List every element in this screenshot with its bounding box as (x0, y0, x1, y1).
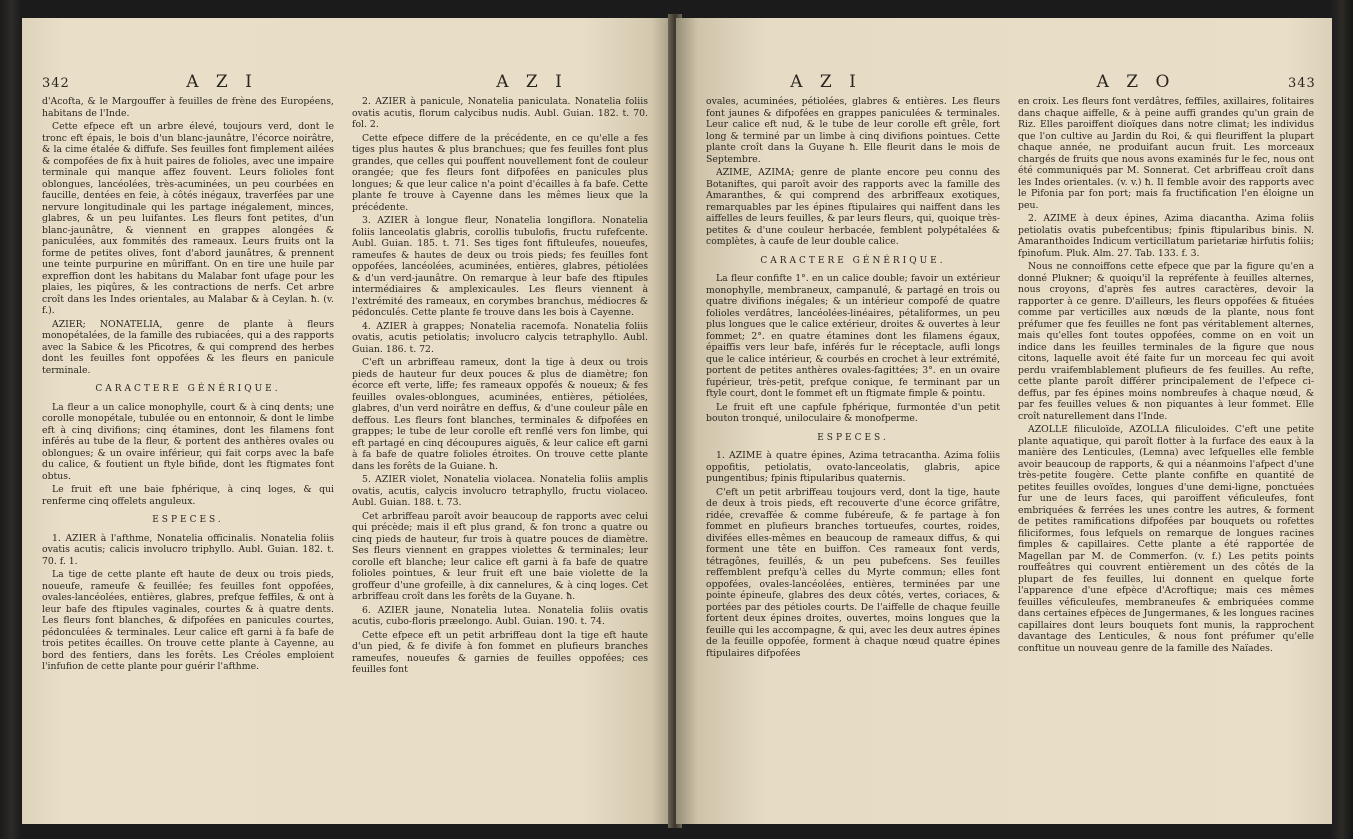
paragraph: Le fruit eft une baie fphérique, à cinq loges, & qui renferme cinq offelets anguleux. (42, 484, 334, 507)
paragraph: C'eft un petit arbriffeau toujours verd, dont la tige, haute de deux à trois pieds, eft recouverte d'une écorce grifâtre, ridée, crevaffée & comme fubéreufe, & fe partage à fon fommet en plufieurs branches tortueufes, courtes, roides, divifées elles-mêmes en beaucoup de rameaux diffus, & qui forment une tête en buiffon. Ces rameaux font verds, tétragônes, feuillés, & un peu pubefcens. Ses feuilles reffemblent prefqu'à celles du Myrte commun; elles font oppofées, ovales-lancéolées, entières, terminées par une pointe épineufe, glabres des deux côtés, vertes, coriaces, & portées par des pétioles courts. De l'aiffelle de chaque feuille fortent deux épines droites, ouvertes, moins longues que la feuille qui les accompagne, & qui, avec les deux autres épines de la feuille oppofée, forment à chaque nœud quatre épines ftipulaires difpofées (706, 486, 1000, 659)
running-head: A Z I (790, 72, 862, 92)
paragraph: 3. AZIER à longue fleur, Nonatelia longiflora. Nonatelia foliis lanceolatis glabris, corollis tubulofis, fructu rufefcente. Aubl. Guian. 185. t. 71. Ses tiges font fiftuleufes, noueufes, rameufes & hautes de deux ou trois pieds; fes feuilles font oppofées, lancéolées, acuminées, entières, glabres, pétiolées & d'un verd-jaunâtre. On remarque à leur bafe des ftipules intermédiaires & amplexicaules. Les fleurs viennent à l'extrémité des rameaux, en corymbes branchus, médiocres & pédonculés. Cette plante fe trouve dans les bois à Cayenne. (352, 215, 648, 318)
paragraph: AZIER; NONATELIA, genre de plante à fleurs monopétalées, de la famille des rubiacées, qui a des rapports avec la Sabice & les Pficotres, & qui comprend des herbes dont les feuilles font oppofées & les fleurs en panicule terminale. (42, 318, 334, 376)
paragraph: AZIME, AZIMA; genre de plante encore peu connu des Botaniftes, qui paroît avoir des rapports avec la famille des Amaranthes, & qui comprend des arbriffeaux exotiques, remarquables par les épines ftipulaires qui naiffent dans les aiffelles de leurs feuilles, & par leurs fleurs, qui, quoique très-petites & d'une couleur herbacée, femblent polypétalées & complètes, à caufe de leur double calice. (706, 167, 1000, 247)
paragraph: Cette efpece eft un arbre élevé, toujours verd, dont le tronc eft épais, le bois d'un blanc-jaunâtre, l'écorce noirâtre, & la cime étalée & diffufe. Ses feuilles font fimplement ailées & compofées de fix à huit paires de folioles, avec une impaire terminale qui manque affez fouvent. Leurs folioles font oblongues, lancéolées, très-acuminées, un peu courbées en faucille, dentées en feie, à côtés inégaux, traverfées par une nervure longitudinale qui les partage inégalement, minces, glabres, & un peu luifantes. Les fleurs font petites, d'un blanc-jaunâtre, & viennent en grappes alongées & paniculées, aux fommités des rameaux. Leurs fruits ont la forme de petites olives, font d'abord jaunâtres, & prennent une teinte purpurine en mûriffant. On en tire une huile par expreffion dont les habitans du Malabar font ufage pour les plaies, les piqûres, & les contractions de nerfs. Cet arbre croît dans les Indes orientales, au Malabar & à Ceylan. ħ. (v. f.). (42, 121, 334, 316)
section-heading: CARACTERE GÉNÉRIQUE. (760, 255, 946, 266)
right-page (676, 18, 1332, 824)
paragraph: 2. AZIME à deux épines, Azima diacantha. Azima foliis petiolatis ovatis pubefcentibus; fpinis ftipularibus binis. N. Amaranthoides Indicum verticillatum parietariæ hirfutis foliis; fpinofum. Pluk. Alm. 27. Tab. 133. f. 3. (1018, 213, 1314, 259)
paragraph: 2. AZIER à panicule, Nonatelia paniculata. Nonatelia foliis ovatis acutis, florum calycibus nudis. Aubl. Guian. 182. t. 70. fol. 2. (352, 96, 648, 130)
paragraph: d'Acofta, & le Margouffer à feuilles de frène des Européens, habitans de l'Inde. (42, 96, 334, 119)
paragraph: AZOLLE filiculoïde, AZOLLA filiculoides. C'eft une petite plante aquatique, qui paroît flotter à la furface des eaux à la manière des Lenticules, (Lemna) avec lefquelles elle femble avoir beaucoup de rapports, & qui a néanmoins l'afpect d'une très-petite fougère. Cette plante confifte en quantité de petites feuilles ovoïdes, longues d'une demi-ligne, ponctuées fur une de leurs faces, qui paroiffent véficuleufes, font embriquées & ferrées les unes contre les autres, & forment de petites ramifications difpofées par bouquets ou rofettes filiciformes, fous lefquels on remarque de longues racines fimples & capillaires. Cette plante a été rapportée de Magellan par M. de Commerfon. (v. f.) Les petits points rouffeâtres qui couvrent entièrement un des côtés de la plupart de fes feuilles, lui donnent en quelque forte l'apparence d'une efpèce d'Acroftique; mais ces mêmes feuilles véficuleufes, membraneufes & embriquées comme dans certaines efpèces de Jungermanes, & les longues racines capillaires dont leurs bouquets font munis, la rapprochent davantage des Lenticules, & nous font préfumer qu'elle conftitue un nouveau genre de la famille des Naïades. (1018, 424, 1314, 654)
paragraph: 4. AZIER à grappes; Nonatelia racemofa. Nonatelia foliis ovatis, acutis petiolatis; involucro calycis tetraphyllo. Aubl. Guian. 186. t. 72. (352, 320, 648, 355)
paragraph: 1. AZIME à quatre épines, Azima tetracantha. Azima foliis oppofitis, petiolatis, ovato-lanceolatis, glabris, apice pungentibus; fpinis ftipularibus quaternis. (706, 450, 1000, 484)
paragraph: La fleur a un calice monophylle, court & à cinq dents; une corolle monopétale, tubulée ou en entonnoir, & dont le limbe eft à cinq divifions; cinq étamines, dont les filamens font inférés au tube de la fleur, & portent des anthères ovales ou oblongues; & un ovaire inférieur, qui fait corps avec la bafe du calice, & foutient un ftyle bifide, dont les ftigmates font obtus. (42, 401, 334, 482)
page-number: 342 (42, 76, 70, 91)
paragraph: 6. AZIER jaune, Nonatelia lutea. Nonatelia foliis ovatis acutis, cubo-floris præelongo. Aubl. Guian. 190. t. 74. (352, 604, 648, 627)
paragraph: Cette efpece eft un petit arbriffeau dont la tige eft haute d'un pied, & fe divife à fon fommet en plufieurs branches rameufes, noueufes & garnies de feuilles oppofées; ces feuilles font (352, 629, 648, 675)
text-column (42, 96, 334, 675)
page-number: 343 (1288, 76, 1316, 91)
paragraph: C'eft un arbriffeau rameux, dont la tige à deux ou trois pieds de hauteur fur deux pouces & plus de diamètre; fon écorce eft verte, liffe; fes rameaux oppofés & noueux; & fes feuilles ovales-oblongues, acuminées, entières, pétiolées, glabres, d'un verd noirâtre en deffus, & d'une couleur pâle en deffous. Les fleurs font blanches, terminales & difpofées en grappes; le tube de leur corolle eft renflé vers fon limbe, qui eft partagé en cinq découpures aiguës, & leur calice eft garni à fa bafe de quatre folioles étroites. On trouve cette plante dans les forêts de la Guiane. ħ. (352, 357, 648, 472)
text-column (706, 96, 1000, 661)
text-column (352, 96, 648, 678)
running-head: A Z I (186, 72, 258, 92)
running-head: A Z O (1096, 72, 1176, 92)
paragraph: 5. AZIER violet, Nonatelia violacea. Nonatelia foliis amplis ovatis, acutis, calycis involucro tetraphyllo, fructu violaceo. Aubl. Guian. 188. t. 73. (352, 474, 648, 508)
section-heading: CARACTERE GÉNÉRIQUE. (95, 384, 281, 394)
paragraph: en croix. Les fleurs font verdâtres, feffiles, axillaires, folitaires dans chaque aiffelle, & à peine auffi grandes qu'un grain de Riz. Elles paroiffent dioïques dans notre climat; les individus que l'on cultive au Jardin du Roi, & qui fleuriffent la plupart chaque année, ne produifant aucun fruit. Les morceaux chargés de fruits que nous avons examinés fur le fec, nous ont été communiqués par M. Sonnerat. Cet arbriffeau croît dans les Indes orientales. (v. v.) ħ. Il femble avoir des rapports avec le Pifonia par fon port; mais fa fructification l'en éloigne un peu. (1018, 96, 1314, 211)
section-heading: ESPECES. (817, 432, 889, 443)
paragraph: Le fruit eft une capfule fphérique, furmontée d'un petit bouton tronqué, uniloculaire & monofperme. (706, 401, 1000, 424)
paragraph: Cet arbriffeau paroît avoir beaucoup de rapports avec celui qui précède; mais il eft plus grand, & fon tronc a quatre ou cinq pieds de hauteur, fur trois à quatre pouces de diamètre. Ses fleurs viennent en grappes violettes & terminales; leur corolle eft blanche; leur calice eft garni à fa bafe de quatre folioles pointues, & leur fruit eft une baie violette de la groffeur d'une grofeille, à dix cannelures, & à cinq loges. Cet arbriffeau croît dans les forêts de la Guyane. ħ. (352, 510, 648, 602)
paragraph: Cette efpece differe de la précédente, en ce qu'elle a fes tiges plus hautes & plus branchues; que fes feuilles font plus grandes, que celles qui pouffent nouvellement font de couleur orangée; que fes fleurs font difpofées en panicules plus longues; & que leur calice n'a point d'écailles à fa bafe. Cette plante fe trouve à Cayenne dans les mêmes lieux que la précédente. (352, 132, 648, 213)
paragraph: ovales, acuminées, pétiolées, glabres & entières. Les fleurs font jaunes & difpofées en grappes paniculées & terminales. Leur calice eft nud, & le tube de leur corolle eft grêle, fort long & terminé par un limbe à cinq divifions pointues. Cette plante croît dans la Guyane ħ. Elle fleurit dans le mois de Septembre. (706, 96, 1000, 165)
text-column (1018, 96, 1314, 656)
paragraph: 1. AZIER à l'afthme, Nonatelia officinalis. Nonatelia foliis ovatis acutis; calicis involucro triphyllo. Aubl. Guian. 182. t. 70. f. 1. (42, 532, 334, 567)
paragraph: Nous ne connoiffons cette efpece que par la figure qu'en a donné Plukner; & quoiqu'il la repréfente à feuilles alternes, nous croyons, d'après fes autres caractères, devoir la rapporter à ce genre. D'ailleurs, les fleurs oppofées & fituées comme par verticilles aux nœuds de la plante, nous font préfumer que fes feuilles ne font pas véritablement alternes, mais qu'elles font toutes oppofées, comme on en voit un indice dans les feuilles terminales de la figure que nous citons, laquelle avoit été faite fur un morceau fec qui avoit perdu vraifemblablement plufieurs de fes feuilles. Au refte, cette plante paroît différer principalement de l'efpece ci-deffus, par fes épines moins nombreufes à chaque nœud, & par fes feuilles velues & non piquantes à leur fommet. Elle croît naturellement dans l'Inde. (1018, 261, 1314, 422)
paragraph: La tige de cette plante eft haute de deux ou trois pieds, noueufe, rameufe & feuillée; fes feuilles font oppofées, ovales-lancéolées, entières, glabres, prefque feffiles, & ont à leur bafe des ftipules vaginales, courtes & à quatre dents. Les fleurs font blanches, & difpofées en panicules courtes, pédonculées & terminales. Leur calice eft garni à fa bafe de trois petites écailles. On trouve cette plante à Cayenne, au bord des fentiers, dans les forêts. Les Créoles emploient l'infufion de cette plante pour guérir l'afthme. (42, 569, 334, 672)
paragraph: La fleur confifte 1°. en un calice double; favoir un extérieur monophylle, membraneux, campanulé, & partagé en trois ou quatre divifions inégales; & un intérieur compofé de quatre folioles verdâtres, lancéolées-linéaires, pétaliformes, un peu plus longues que le calice extérieur, droites & ouvertes à leur fommet; 2°. en quatre étamines dont les filamens égaux, épaiffis vers leur bafe, inférés fur le réceptacle, aufli longs que le calice intérieur, & courbés en crochet à leur extrémité, portent de petites anthères ovales-fagittées; 3°. en un ovaire fupérieur, très-petit, prefque conique, fe terminant par un ftyle court, dont le fommet eft un ftigmate fimple & pointu. (706, 273, 1000, 399)
left-page (22, 18, 674, 824)
running-head: A Z I (496, 72, 568, 92)
section-heading: ESPECES. (152, 515, 224, 525)
